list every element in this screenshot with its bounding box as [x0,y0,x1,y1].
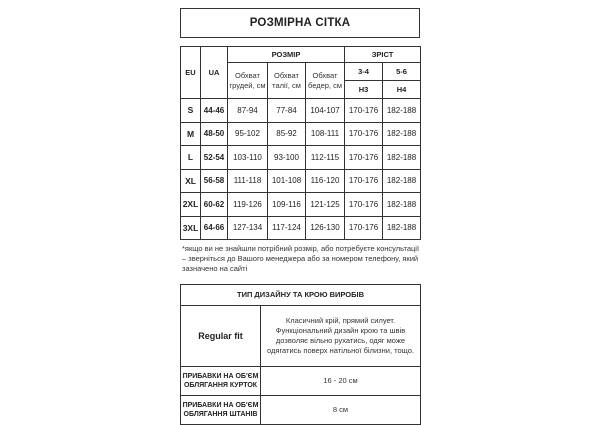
eu-size-cell: M [181,122,201,146]
table-row [181,99,421,123]
waist-cell: 93-100 [268,146,306,170]
table-row [181,216,421,240]
jacket-allowance-label [181,367,261,396]
height-code-1: Н3 [345,81,383,99]
chest-header [228,63,268,99]
hips-header-line1: Обхват [312,70,338,80]
table-row [181,169,421,193]
ua-size-cell: 56-58 [201,169,228,193]
hips-header-line2: бедер, см [308,80,343,90]
design-title: ТИП ДИЗАЙНУ ТА КРОЮ ВИРОБІВ [181,285,421,306]
eu-size-cell: 2XL [181,193,201,217]
hips-cell: 126-130 [306,216,345,240]
design-title-row [181,285,421,306]
height-code-2: Н4 [383,81,421,99]
size-chart-sheet [180,8,420,425]
eu-size-cell: XL [181,169,201,193]
table-row [181,193,421,217]
chest-header-line1: Обхват [235,70,260,80]
jacket-allowance-label-line2: ОБЛЯГАННЯ КУРТОК [183,382,258,389]
ua-size-cell: 48-50 [201,122,228,146]
height-h3-cell: 170-176 [345,146,383,170]
ua-header: UA [201,47,228,99]
size-group-header: РОЗМІР [228,47,345,63]
jacket-allowance-value: 16 - 20 см [261,367,421,396]
height-h3-cell: 170-176 [345,193,383,217]
table-row [181,122,421,146]
table-row [181,146,421,170]
fit-row [181,306,421,367]
hips-header [306,63,345,99]
waist-header [268,63,306,99]
design-table [180,284,421,425]
chest-cell: 103-110 [228,146,268,170]
height-h4-cell: 182-188 [383,146,421,170]
ua-size-cell: 44-46 [201,99,228,123]
height-h4-cell: 182-188 [383,169,421,193]
ua-size-cell: 60-62 [201,193,228,217]
pants-allowance-label-line1: ПРИБАВКИ НА ОБ'ЄМ [182,402,259,409]
hips-cell: 116-120 [306,169,345,193]
fit-description: Класичний крій, прямий силует. Функціональний дизайн крою та швів дозволяє вільно рухатись, одяг може одягатись поверх натільної білизни, тощо. [261,306,421,367]
jacket-allowance-label-line1: ПРИБАВКИ НА ОБ'ЄМ [182,373,259,380]
chest-cell: 119-126 [228,193,268,217]
eu-size-cell: L [181,146,201,170]
height-group-header: ЗРІСТ [345,47,421,63]
waist-header-line1: Обхват [274,70,299,80]
hips-cell: 112-115 [306,146,345,170]
hips-cell: 121-125 [306,193,345,217]
size-footnote: *якщо ви не знайшли потрібний розмір, або потребуєте консультації – зверніться до Вашого менеджера або за номером телефону, який зазначено на сайті [182,244,420,273]
height-h4-cell: 182-188 [383,216,421,240]
height-h3-cell: 170-176 [345,122,383,146]
chest-cell: 127-134 [228,216,268,240]
page-title: РОЗМІРНА СІТКА [180,8,420,38]
chest-cell: 111-118 [228,169,268,193]
height-range-2: 5-6 [383,63,421,81]
waist-cell: 85-92 [268,122,306,146]
eu-size-cell: 3XL [181,216,201,240]
hips-cell: 108-111 [306,122,345,146]
hips-cell: 104-107 [306,99,345,123]
pants-allowance-label-line2: ОБЛЯГАННЯ ШТАНІВ [183,411,258,418]
pants-allowance-value: 8 см [261,396,421,425]
jacket-allowance-row [181,367,421,396]
ua-size-cell: 64-66 [201,216,228,240]
height-h3-cell: 170-176 [345,216,383,240]
height-range-1: 3-4 [345,63,383,81]
eu-header: EU [181,47,201,99]
height-h4-cell: 182-188 [383,122,421,146]
waist-cell: 77-84 [268,99,306,123]
eu-size-cell: S [181,99,201,123]
size-table [180,46,421,240]
fit-label: Regular fit [181,306,261,367]
height-h4-cell: 182-188 [383,193,421,217]
height-h3-cell: 170-176 [345,99,383,123]
waist-cell: 117-124 [268,216,306,240]
height-h3-cell: 170-176 [345,169,383,193]
height-h4-cell: 182-188 [383,99,421,123]
header-row-groups [181,47,421,63]
chest-cell: 87-94 [228,99,268,123]
waist-cell: 109-116 [268,193,306,217]
waist-header-line2: талії, см [272,80,301,90]
ua-size-cell: 52-54 [201,146,228,170]
chest-header-line2: грудей, см [229,80,266,90]
waist-cell: 101-108 [268,169,306,193]
chest-cell: 95-102 [228,122,268,146]
